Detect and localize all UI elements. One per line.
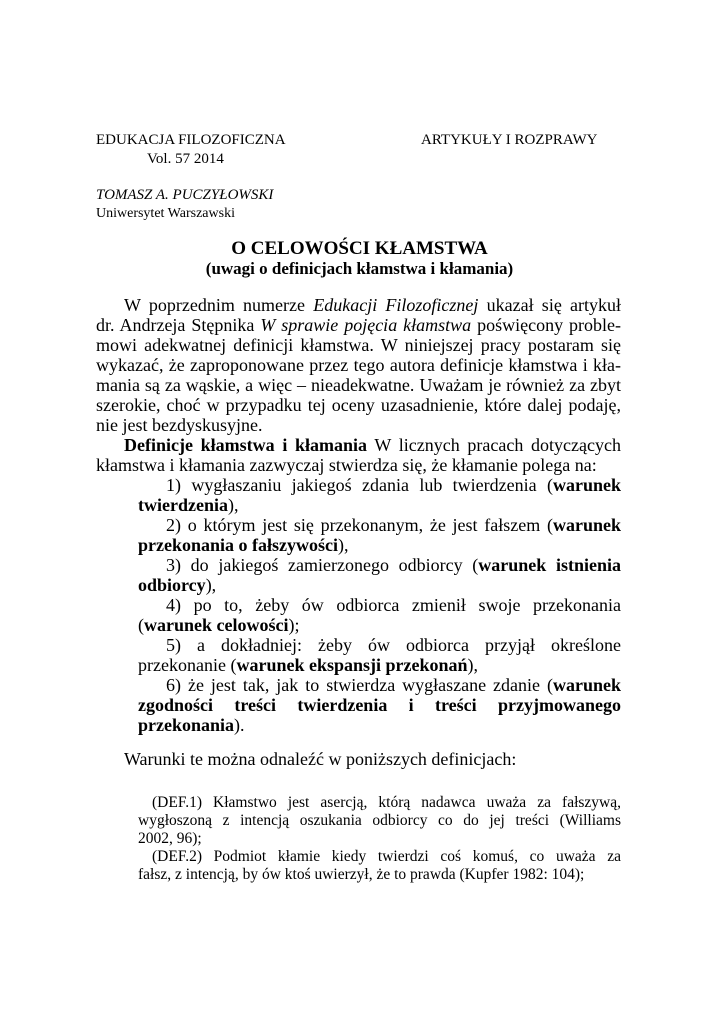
condition-item-cont bbox=[138, 616, 299, 635]
intro-text: poświęcony proble- bbox=[471, 315, 621, 335]
def2-line: fałsz, z intencją, by ów ktoś uwierzył, że to prawda (Kupfer 1982: 104); bbox=[138, 866, 585, 883]
transition-text: Warunki te można odnaleźć w poniższych definicjach: bbox=[124, 749, 517, 769]
condition-item-cont bbox=[138, 656, 478, 675]
intro-line: szerokie, choć w przypadku tej oceny uzasadnienie, które dalej podaję, bbox=[96, 395, 621, 415]
volume: Vol. 57 2014 bbox=[147, 151, 224, 167]
def1-line: (DEF.1) Kłamstwo jest asercją, którą nadawca uważa za fałszywą, bbox=[152, 794, 621, 811]
def1-line: wygłoszoną z intencją oszukania odbiorcy co do jej treści (Williams bbox=[138, 812, 621, 829]
condition-label: warunek celowości bbox=[144, 615, 289, 635]
condition-suffix: ), bbox=[227, 495, 239, 515]
condition-item-cont bbox=[138, 536, 349, 555]
condition-label: warunek bbox=[552, 675, 621, 695]
definitions-heading-line bbox=[124, 436, 621, 455]
article-subtitle: (uwagi o definicjach kłamstwa i kłamania) bbox=[205, 259, 514, 278]
condition-suffix: ), bbox=[205, 575, 217, 595]
condition-label: warunek ekspansji przekonań bbox=[236, 655, 468, 675]
def1-line: 2002, 96); bbox=[138, 830, 202, 847]
article-reference: W sprawie pojęcia kłamstwa bbox=[260, 315, 472, 335]
condition-text: ( bbox=[138, 615, 144, 635]
condition-suffix: ), bbox=[467, 655, 478, 675]
section-line: kłamstwa i kłamania zazwyczaj stwierdza się, że kłamanie polega na: bbox=[96, 455, 597, 475]
condition-item-cont bbox=[138, 716, 245, 735]
condition-item: 4) po to, żeby ów odbiorca zmienił swoje przekonania bbox=[166, 595, 621, 615]
condition-item bbox=[166, 556, 621, 575]
condition-suffix: ). bbox=[234, 715, 245, 735]
condition-label: przekonania o fałszywości bbox=[138, 535, 338, 555]
condition-suffix: ); bbox=[288, 615, 300, 635]
intro-line: mania są za wąskie, a więc – nieadekwatne. Uważam je również za zbyt bbox=[96, 375, 621, 395]
condition-item-cont bbox=[138, 496, 238, 515]
condition-text: 1) wygłaszaniu jakiegoś zdania lub twierdzenia ( bbox=[166, 475, 553, 495]
section-name: ARTYKUŁY I ROZPRAWY bbox=[421, 132, 598, 148]
condition-item bbox=[166, 676, 621, 695]
intro-text: ukazał się artykuł bbox=[478, 295, 622, 315]
journal-reference: Edukacji Filozoficznej bbox=[313, 295, 479, 315]
journal-name: EDUKACJA FILOZOFICZNA bbox=[96, 132, 286, 148]
condition-label: twierdzenia bbox=[138, 495, 228, 515]
condition-text: 3) do jakiegoś zamierzonego odbiorcy ( bbox=[166, 555, 479, 575]
condition-text: 2) o którym jest się przekonanym, że jest fałszem ( bbox=[166, 515, 553, 535]
condition-label: warunek bbox=[552, 475, 621, 495]
condition-text: przekonanie ( bbox=[138, 655, 237, 675]
intro-text: W poprzednim numerze bbox=[124, 295, 314, 315]
condition-item bbox=[166, 516, 621, 535]
condition-item: 5) a dokładniej: żeby ów odbiorca przyjął określone bbox=[166, 635, 621, 655]
intro-line: wykazać, że zaproponowane przez tego autora definicje kłamstwa i kła- bbox=[96, 355, 621, 375]
intro-line bbox=[96, 316, 621, 335]
condition-item-cont bbox=[138, 576, 216, 595]
intro-text: dr. Andrzeja Stępnika bbox=[96, 315, 261, 335]
condition-text: 6) że jest tak, jak to stwierdza wygłaszane zdanie ( bbox=[166, 675, 553, 695]
condition-suffix: ), bbox=[338, 535, 349, 555]
section-text: W licznych pracach dotyczących bbox=[367, 435, 621, 455]
condition-label: warunek istnienia bbox=[478, 555, 621, 575]
condition-label: warunek bbox=[552, 515, 621, 535]
condition-label: odbiorcy bbox=[138, 575, 206, 595]
article-title: O CELOWOŚCI KŁAMSTWA bbox=[231, 238, 488, 259]
condition-item bbox=[166, 476, 621, 495]
author-name: TOMASZ A. PUCZYŁOWSKI bbox=[96, 187, 274, 203]
def2-line: (DEF.2) Podmiot kłamie kiedy twierdzi coś komuś, co uważa za bbox=[152, 848, 621, 865]
intro-line: mowi adekwatnej definicji kłamstwa. W niniejszej pracy postaram się bbox=[96, 335, 621, 355]
author-affiliation: Uniwersytet Warszawski bbox=[96, 206, 235, 221]
condition-label: przekonania bbox=[138, 715, 235, 735]
intro-line bbox=[124, 296, 621, 315]
intro-line: nie jest bezdyskusyjne. bbox=[96, 415, 263, 435]
section-heading: Definicje kłamstwa i kłamania bbox=[124, 435, 368, 455]
condition-item-cont: zgodności treści twierdzenia i treści przyjmowanego bbox=[138, 695, 621, 715]
